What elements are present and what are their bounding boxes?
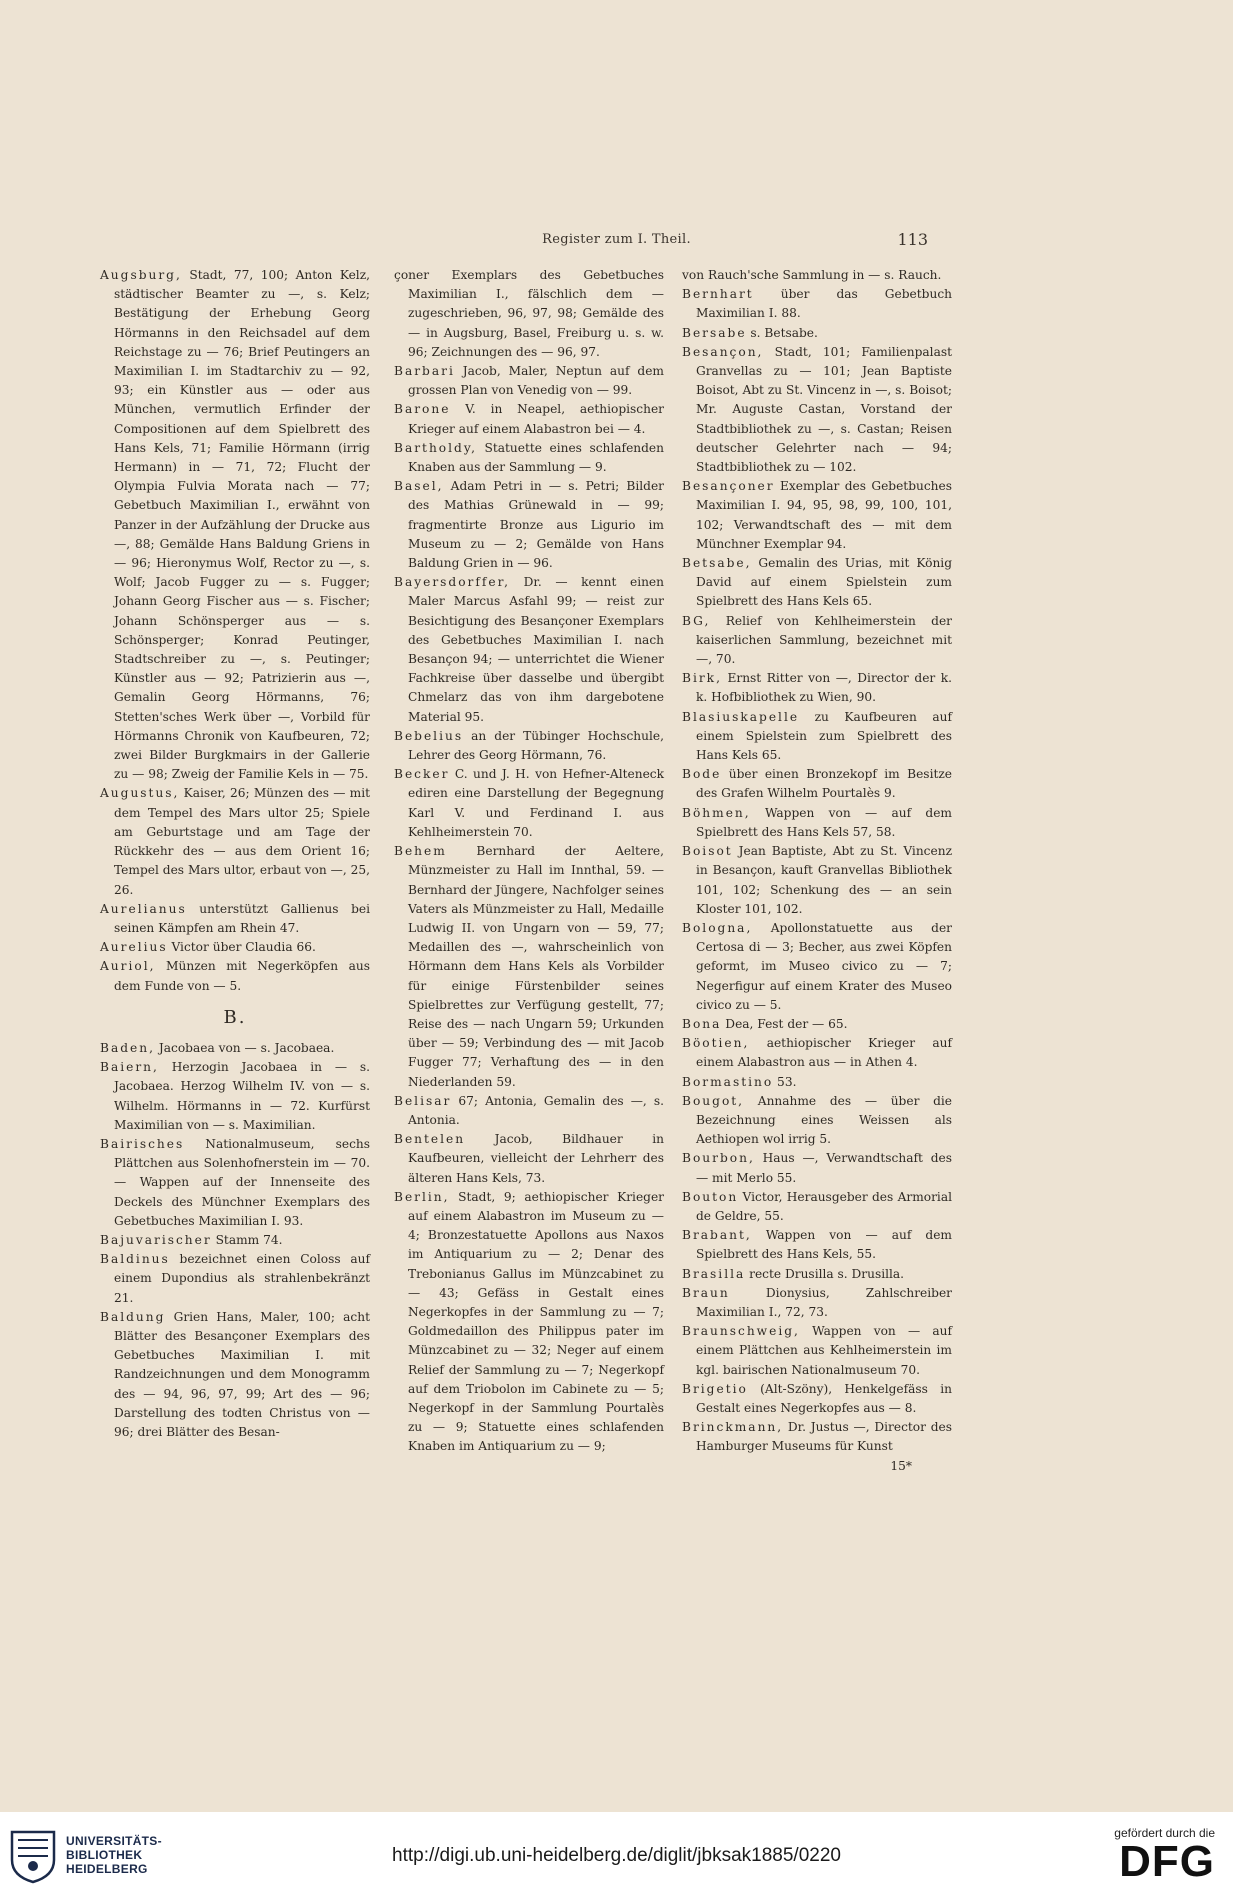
footer-bar bbox=[0, 1812, 1233, 1903]
index-entry bbox=[394, 765, 664, 842]
entry-headword: Besançon, bbox=[682, 344, 764, 359]
index-entry bbox=[682, 1034, 952, 1072]
entry-text: recte Drusilla s. Drusilla. bbox=[745, 1266, 905, 1281]
index-entry bbox=[394, 1092, 664, 1130]
entry-headword: Brigetio bbox=[682, 1381, 748, 1396]
entry-text: 53. bbox=[773, 1074, 797, 1089]
entry-headword: Braun bbox=[682, 1285, 730, 1300]
entry-text: von Rauch'sche Sammlung in — s. Rauch. bbox=[682, 268, 942, 282]
entry-headword: Brinckmann, bbox=[682, 1420, 784, 1435]
entry-text: Gemalin des Urias, mit König David auf einem Spielstein zum Spielbrett des Hans Kels 65. bbox=[696, 556, 952, 609]
entry-text: Kaiser, 26; Münzen des — mit dem Tempel des Mars ultor 25; Spiele am Geburtstage und am Tage der Rückkehr des — aus dem Orient 16; Tempel des Mars ultor, erbaut von —, 25, 26. bbox=[114, 786, 370, 897]
entry-headword: Betsabe, bbox=[682, 556, 752, 571]
running-head: Register zum I. Theil. bbox=[542, 232, 691, 247]
index-entry bbox=[682, 1226, 952, 1264]
index-entry bbox=[394, 477, 664, 573]
entry-text: Dr. — kennt einen Maler Marcus Asfahl 99; — reist zur Besichtigung des Besançoner Exemplars des Gebetbuches Maximilian I. nach Besançon 94; — unterrichtet die Wiener Fachkreise über dasselbe und übergibt Chmelarz das von ihm dargebotene Material 95. bbox=[408, 575, 664, 724]
entry-text: Exemplar des Gebetbuches Maximilian I. 94, 95, 98, 99, 100, 101, 102; Verwandtschaft des — mit dem Münchner Exemplar 94. bbox=[696, 479, 952, 551]
library-name-line3: HEIDELBERG bbox=[66, 1862, 148, 1876]
index-entry bbox=[100, 1231, 370, 1250]
index-entry bbox=[100, 1039, 370, 1058]
entry-headword: Bourbon, bbox=[682, 1151, 755, 1166]
entry-text: Jacob, Bildhauer in Kaufbeuren, vielleicht der Lehrherr des älteren Hans Kels, 73. bbox=[408, 1132, 664, 1185]
entry-text: unterstützt Gallienus bei seinen Kämpfen am Rhein 47. bbox=[114, 901, 370, 935]
index-entry bbox=[394, 266, 664, 362]
index-entry bbox=[100, 1308, 370, 1442]
index-entry bbox=[682, 285, 952, 323]
entry-text: çoner Exemplars des Gebetbuches Maximilian I., fälschlich dem — zugeschrieben, 96, 97, 98; Gemälde des — in Augsburg, Basel, Freiburg u. s. w. 96; Zeichnungen des — 96, 97. bbox=[394, 268, 664, 359]
entry-headword: Bebelius bbox=[394, 728, 464, 743]
index-entry bbox=[682, 1322, 952, 1380]
entry-headword: Böhmen, bbox=[682, 805, 751, 820]
entry-headword: Bologna, bbox=[682, 920, 753, 935]
dfg-logo[interactable] bbox=[1085, 1826, 1215, 1896]
entry-text: Wappen von — auf einem Plättchen aus Kehlheimerstein im kgl. bairischen Nationalmuseum 70. bbox=[696, 1324, 952, 1377]
library-name-line2: BIBLIOTHEK bbox=[66, 1848, 143, 1862]
entry-headword: Bentelen bbox=[394, 1132, 466, 1147]
index-entry bbox=[682, 266, 952, 285]
entry-headword: Bernhart bbox=[682, 287, 754, 302]
entry-text: Grien Hans, Maler, 100; acht Blätter des Besançoner Exemplars des Gebetbuches Maximilian I. mit Randzeichnungen und dem Monogramm des — 94, 96, 97, 99; Art des — 96; Darstellung des todten Christus von — 96; drei Blätter des Besan- bbox=[114, 1309, 370, 1439]
index-entry bbox=[682, 708, 952, 766]
entry-headword: Belisar bbox=[394, 1093, 452, 1108]
entry-headword: Brabant, bbox=[682, 1228, 752, 1243]
entry-headword: Baden, bbox=[100, 1040, 155, 1055]
index-entry bbox=[100, 938, 370, 957]
entry-text: Ernst Ritter von —, Director der k. k. Hofbibliothek zu Wien, 90. bbox=[696, 671, 952, 705]
entry-text: C. und J. H. von Hefner-Alteneck ediren eine Darstellung der Begegnung Karl V. und Ferdinand I. aus Kehlheimerstein 70. bbox=[408, 767, 664, 839]
entry-headword: Bartholdy, bbox=[394, 440, 477, 455]
index-entry bbox=[682, 1188, 952, 1226]
entry-text: Victor, Herausgeber des Armorial de Geldre, 55. bbox=[696, 1189, 952, 1223]
entry-text: Jean Baptiste, Abt zu St. Vincenz in Besançon, kauft Granvellas Bibliothek 101, 102; Schenkung des — an sein Kloster 101, 102. bbox=[696, 844, 952, 916]
entry-text: Wappen von — auf dem Spielbrett des Hans Kels, 55. bbox=[696, 1228, 952, 1262]
index-entry bbox=[394, 727, 664, 765]
index-entry bbox=[682, 1015, 952, 1034]
index-entry bbox=[394, 573, 664, 727]
entry-text: (Alt-Szöny), Henkelgefäss in Gestalt eines Negerkopfes aus — 8. bbox=[696, 1381, 952, 1415]
entry-text: Relief von Kehlheimerstein der kaiserlichen Sammlung, bezeichnet mit —, 70. bbox=[696, 613, 952, 667]
index-entry bbox=[394, 362, 664, 400]
printer-signature: 15* bbox=[890, 1458, 912, 1473]
entry-text: Bernhard der Aeltere, Münzmeister zu Hall im Innthal, 59. — Bernhard der Jüngere, Nachfolger seines Vaters als Münzmeister zu Hall, Medaille Ludwig II. von Ungarn von — 59, 77; Medaillen des —, wahrscheinlich von Hörmann dem Hans Kels als Vorbilder für einige Fürstenbilder seines Spielbrettes zur Verfügung gestellt, 77; Reise des — nach Ungarn 59; Urkunden über — 59; Verbindung des — mit Jacob Fugger 77; Verhaftung des — in den Niederlanden 59. bbox=[408, 844, 664, 1089]
index-entry bbox=[682, 1149, 952, 1187]
entry-text: Münzen mit Negerköpfen aus dem Funde von — 5. bbox=[114, 959, 370, 993]
entry-text: Stamm 74. bbox=[211, 1232, 283, 1247]
entry-text: über das Gebetbuch Maximilian I. 88. bbox=[696, 287, 952, 321]
entry-text: Dionysius, Zahlschreiber Maximilian I., 72, 73. bbox=[696, 1285, 952, 1319]
entry-text: Statuette eines schlafenden Knaben aus der Sammlung — 9. bbox=[408, 440, 664, 475]
index-entry bbox=[100, 266, 370, 784]
index-entry bbox=[394, 1130, 664, 1188]
entry-text: 67; Antonia, Gemalin des —, s. Antonia. bbox=[408, 1093, 664, 1127]
index-column-3 bbox=[682, 266, 952, 1476]
index-entry bbox=[682, 1380, 952, 1418]
section-letter-b: B. bbox=[223, 1006, 247, 1028]
index-entry bbox=[682, 1092, 952, 1150]
index-entry bbox=[100, 784, 370, 899]
index-entry bbox=[682, 919, 952, 1015]
entry-headword: Böotien, bbox=[682, 1036, 750, 1051]
entry-text: Stadt, 77, 100; Anton Kelz, städtischer Beamter zu —, s. Kelz; Bestätigung der Erhebung Georg Hörmanns in den Reichsadel auf dem Reichstage zu — 76; Brief Peutingers an Maximilian I. im Stadtarchiv zu — 92, 93; ein Künstler aus — oder aus München, vermutlich Erfinder der Compositionen auf dem Spielbrett des Hans Kels, 71; Familie Hörmann (irrig Hermann) in — 71, 72; Flucht der Olympia Fulvia Morata nach — 77; Gebetbuch Maximilian I., erwähnt von Panzer in der Aufzählung der Drucke aus —, 88; Gemälde Hans Baldung Griens in — 96; Hieronymus Wolf, Rector zu —, s. Wolf; Jacob Fugger zu — s. Fugger; Johann Georg Fischer aus — s. Fischer; Johann Schönsperger aus — s. Schönsperger; Konrad Peutinger, Stadtschreiber zu —, s. Peutinger; Künstler aus — 92; Patrizierin aus —, Gemalin Georg Hörmanns, 76; Stetten'sches Werk über —, Vorbild für Hörmanns Chronik von Kaufbeuren, 72; zwei Bilder Burgkmairs in der Gallerie zu — 98; Zweig der Familie Kels in — 75. bbox=[114, 268, 370, 782]
entry-headword: Bouton bbox=[682, 1189, 739, 1204]
page-number: 113 bbox=[897, 230, 928, 249]
index-entry bbox=[100, 1250, 370, 1308]
entry-text: Jacob, Maler, Neptun auf dem grossen Plan von Venedig von — 99. bbox=[408, 364, 664, 398]
index-entry bbox=[394, 439, 664, 477]
index-entry bbox=[682, 842, 952, 919]
index-entry bbox=[682, 343, 952, 477]
entry-text: über einen Bronzekopf im Besitze des Grafen Wilhelm Pourtalès 9. bbox=[696, 767, 952, 801]
index-entry bbox=[682, 1073, 952, 1092]
entry-headword: Bajuvarischer bbox=[100, 1232, 212, 1247]
entry-headword: Bougot, bbox=[682, 1093, 745, 1108]
entry-text: Jacobaea von — s. Jacobaea. bbox=[154, 1040, 335, 1055]
index-column-2 bbox=[394, 266, 664, 1457]
entry-text: Apollonstatuette aus der Certosa di — 3; Becher, aus zwei Köpfen geformt, im Museo civico zu — 7; Negerfigur auf einem Krater des Museo civico zu — 5. bbox=[696, 920, 952, 1012]
entry-text: bezeichnet einen Coloss auf einem Dupondius als strahlenbekränzt 21. bbox=[114, 1252, 370, 1305]
entry-headword: Brasilla bbox=[682, 1266, 746, 1281]
entry-headword: Baiern, bbox=[100, 1060, 159, 1075]
entry-headword: Boisot bbox=[682, 844, 733, 859]
entry-headword: Baldung bbox=[100, 1309, 166, 1324]
entry-headword: Augustus, bbox=[100, 786, 180, 801]
entry-headword: Birk, bbox=[682, 671, 722, 686]
entry-headword: Augsburg, bbox=[100, 268, 182, 282]
entry-text: Dr. Justus —, Director des Hamburger Museums für Kunst bbox=[696, 1420, 952, 1454]
entry-text: Annahme des — über die Bezeichnung eines Weissen als Aethiopen wol irrig 5. bbox=[696, 1093, 952, 1147]
index-entry bbox=[682, 1265, 952, 1284]
entry-headword: Aurelius bbox=[100, 940, 168, 955]
index-entry bbox=[100, 1135, 370, 1231]
entry-headword: BG, bbox=[682, 613, 711, 628]
entry-text: Stadt, 101; Familienpalast Granvellas zu — 101; Jean Baptiste Boisot, Abt zu St. Vincenz in —, s. Boisot; Mr. Auguste Castan, Vorstand der Stadtbibliothek zu —, s. Castan; Reisen deutscher Gelehrter nach — 94; Stadtbibliothek zu — 102. bbox=[696, 344, 952, 475]
index-entry bbox=[394, 1188, 664, 1457]
index-entry bbox=[100, 1058, 370, 1135]
entry-headword: Behem bbox=[394, 844, 447, 859]
entry-headword: Auriol, bbox=[100, 959, 156, 974]
entry-headword: Blasiuskapelle bbox=[682, 709, 800, 724]
library-name-line1: UNIVERSITÄTS- bbox=[66, 1834, 162, 1848]
index-entry bbox=[682, 1418, 952, 1456]
entry-headword: Aurelianus bbox=[100, 901, 187, 916]
entry-text: Haus —, Verwandtschaft des — mit Merlo 55. bbox=[696, 1151, 952, 1185]
index-entry bbox=[682, 669, 952, 707]
entry-headword: Bersabe bbox=[682, 325, 747, 340]
entry-headword: Braunschweig, bbox=[682, 1324, 800, 1339]
entry-headword: Barbari bbox=[394, 364, 455, 379]
entry-text: an der Tübinger Hochschule, Lehrer des Georg Hörmann, 76. bbox=[408, 728, 664, 763]
entry-headword: Bairisches bbox=[100, 1136, 185, 1151]
index-column-1 bbox=[100, 266, 370, 1442]
entry-headword: Bona bbox=[682, 1016, 722, 1031]
dfg-wordmark: DFG bbox=[1119, 1837, 1215, 1886]
entry-text: Stadt, 9; aethiopischer Krieger auf einem Alabastron im Museum zu — 4; Bronzestatuette Apollons aus Naxos im Antiquarium zu — 2; Denar des Trebonianus Gallus im Münzcabinet zu — 43; Gefäss in Gestalt eines Negerkopfes in der Sammlung zu — 7; Goldmedaillon des Philippus pater im Münzcabinet zu — 32; Neger auf einem Relief der Sammlung zu — 7; Negerkopf auf dem Triobolon im Cabinete zu — 5; Negerkopf in der Sammlung Pourtalès zu — 9; Statuette eines schlafenden Knaben im Antiquarium zu — 9; bbox=[408, 1189, 664, 1454]
entry-headword: Becker bbox=[394, 767, 450, 782]
index-entry bbox=[100, 900, 370, 938]
index-entry bbox=[682, 804, 952, 842]
entry-text: s. Betsabe. bbox=[746, 325, 818, 340]
entry-text: Dea, Fest der — 65. bbox=[721, 1016, 848, 1031]
entry-text: zu Kaufbeuren auf einem Spielstein zum Spielbrett des Hans Kels 65. bbox=[696, 709, 952, 763]
index-entry bbox=[682, 1284, 952, 1322]
index-entry bbox=[394, 400, 664, 438]
entry-headword: Bormastino bbox=[682, 1074, 774, 1089]
entry-headword: Basel, bbox=[394, 479, 444, 494]
entry-text: Herzogin Jacobaea in — s. Jacobaea. Herzog Wilhelm IV. von — s. Wilhelm. Hörmanns in — 72. Kurfürst Maximilian von — s. Maximilian. bbox=[114, 1060, 370, 1132]
index-entry bbox=[682, 554, 952, 612]
entry-headword: Baldinus bbox=[100, 1252, 170, 1267]
entry-text: Nationalmuseum, sechs Plättchen aus Solenhofnerstein im — 70. — Wappen auf der Innenseite des Deckels des Münchner Exemplars des Gebetbuches Maximilian I. 93. bbox=[114, 1136, 370, 1228]
entry-headword: Bode bbox=[682, 767, 722, 782]
entry-headword: Bayersdorffer, bbox=[394, 575, 510, 590]
index-entry bbox=[682, 477, 952, 554]
entry-headword: Barone bbox=[394, 402, 451, 417]
index-entry bbox=[682, 324, 952, 343]
permalink-url[interactable]: http://digi.ub.uni-heidelberg.de/diglit/jbksak1885/0220 bbox=[392, 1845, 841, 1866]
index-entry bbox=[682, 765, 952, 803]
entry-headword: Besançoner bbox=[682, 479, 775, 494]
entry-text: aethiopischer Krieger auf einem Alabastron aus — in Athen 4. bbox=[696, 1036, 952, 1070]
entry-text: Adam Petri in — s. Petri; Bilder des Mathias Grünewald in — 99; fragmentirte Bronze aus Ligurio im Museum zu — 2; Gemälde von Hans Baldung Grien in — 96. bbox=[408, 479, 664, 571]
entry-headword: Berlin, bbox=[394, 1189, 450, 1204]
entry-text: Victor über Claudia 66. bbox=[167, 940, 316, 955]
funded-by-text: gefördert durch die bbox=[1114, 1826, 1215, 1840]
index-entry bbox=[100, 957, 370, 995]
entry-text: V. in Neapel, aethiopischer Krieger auf einem Alabastron bei — 4. bbox=[408, 402, 664, 436]
index-entry bbox=[682, 612, 952, 670]
index-entry bbox=[394, 842, 664, 1092]
entry-text: Wappen von — auf dem Spielbrett des Hans Kels 57, 58. bbox=[696, 805, 952, 839]
